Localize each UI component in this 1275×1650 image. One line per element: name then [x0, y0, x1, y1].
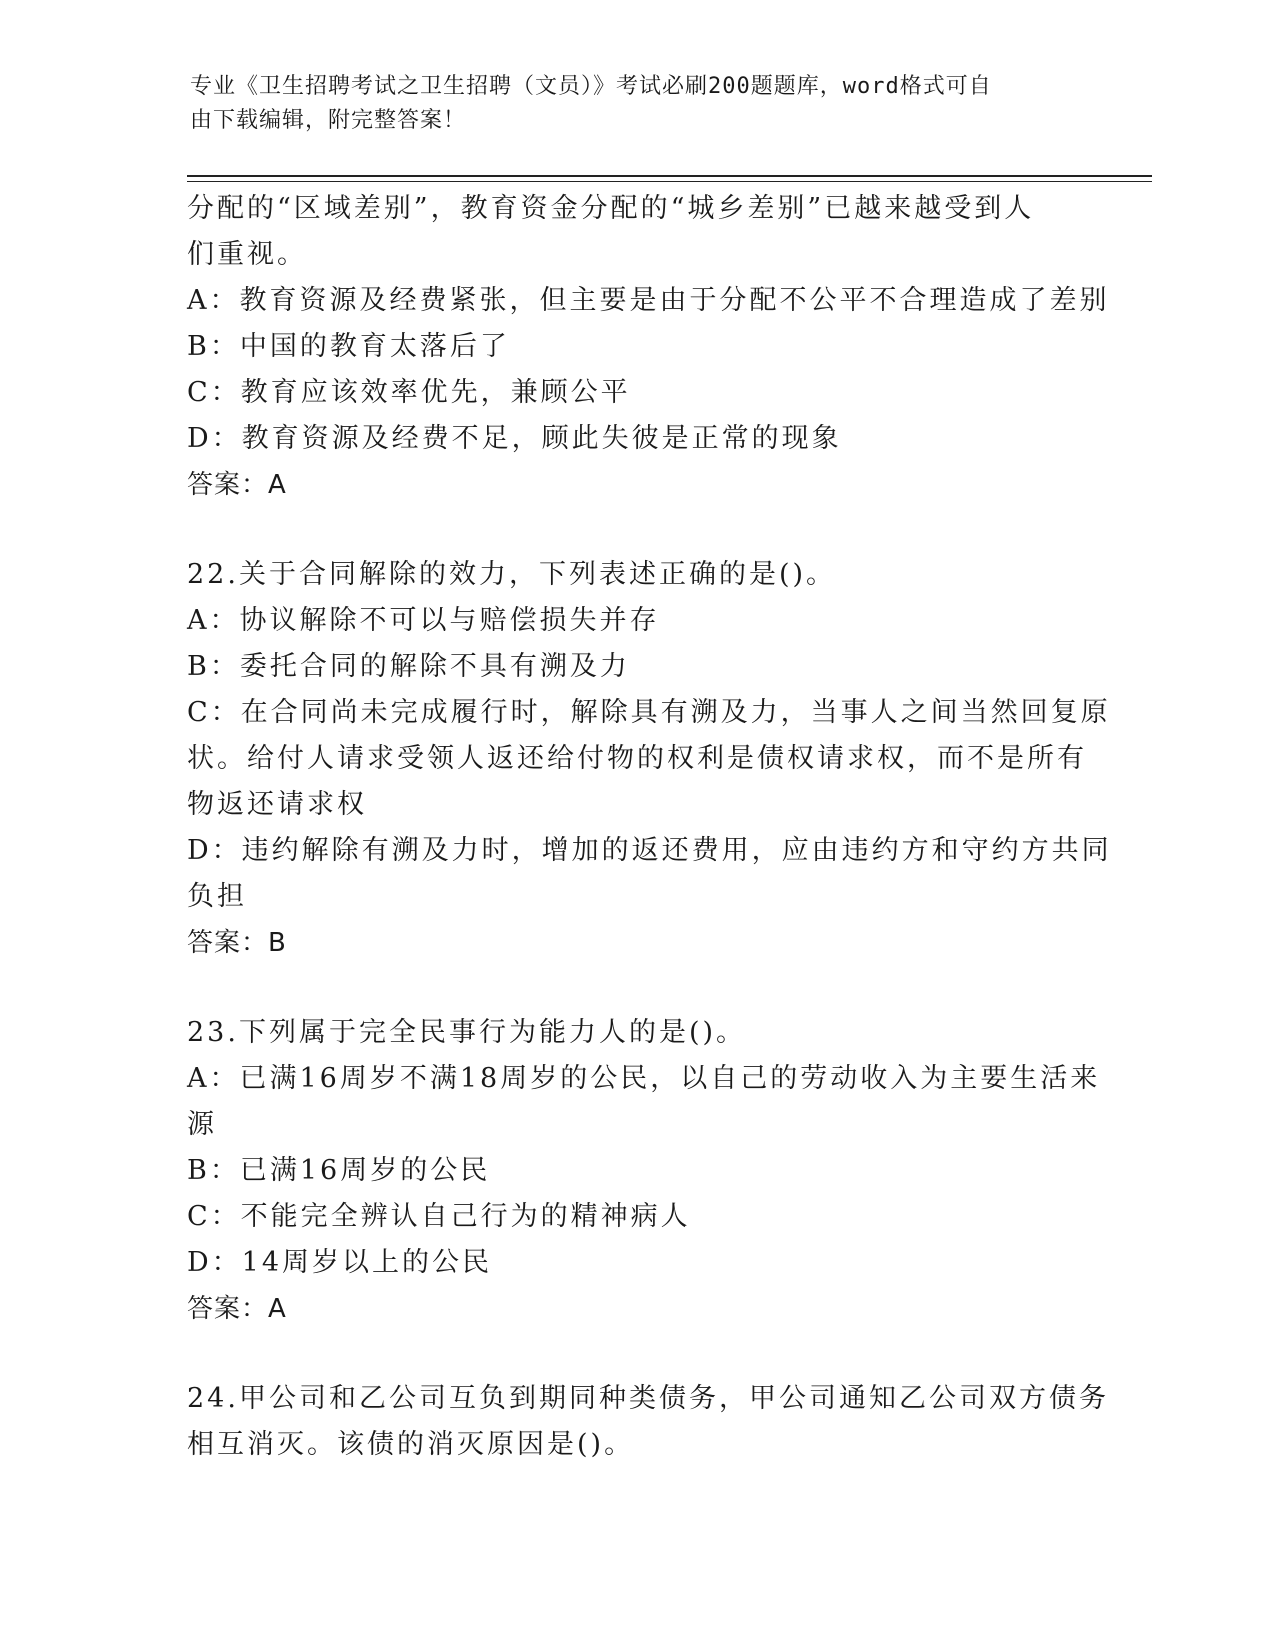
option-d: D：14周岁以上的公民 [187, 1247, 493, 1278]
header-line-1: 专业《卫生招聘考试之卫生招聘（文员）》考试必刷200题题库，word格式可自 [190, 74, 992, 99]
option-c: C：在合同尚未完成履行时，解除具有溯及力，当事人之间当然回复原 [187, 697, 1111, 728]
spacer [187, 508, 1087, 552]
header-rule-thick [187, 175, 1152, 177]
document-body [187, 186, 1112, 1468]
question-stem: 24.甲公司和乙公司互负到期同种类债务，甲公司通知乙公司双方债务 [187, 1383, 1109, 1414]
question-22 [187, 552, 1112, 966]
answer-line: 答案：B [187, 928, 287, 958]
option-d-continued: 负担 [187, 881, 247, 912]
answer-line: 答案：A [187, 1294, 287, 1324]
header-line-2: 由下载编辑，附完整答案！ [190, 108, 467, 133]
question-21-continued [187, 186, 1110, 508]
option-a-continued: 源 [187, 1109, 217, 1140]
option-a: A：协议解除不可以与赔偿损失并存 [187, 605, 660, 636]
option-a: A：教育资源及经费紧张，但主要是由于分配不公平不合理造成了差别 [187, 285, 1110, 316]
question-stem: 23.下列属于完全民事行为能力人的是()。 [187, 1017, 747, 1048]
header-rule-thin [187, 181, 1152, 182]
option-c-continued: 物返还请求权 [187, 789, 367, 820]
option-c-continued: 状。给付人请求受领人返还给付物的权利是债权请求权，而不是所有 [187, 743, 1087, 774]
option-b: B：中国的教育太落后了 [187, 331, 510, 362]
option-d: D：违约解除有溯及力时，增加的返还费用，应由违约方和守约方共同 [187, 835, 1112, 866]
question-stem-line: 分配的“区域差别”，教育资金分配的“城乡差别”已越来越受到人 [187, 193, 1035, 224]
question-23 [187, 1010, 1101, 1332]
document-header [190, 70, 1090, 138]
option-b: B：已满16周岁的公民 [187, 1155, 491, 1186]
spacer [187, 966, 1087, 1010]
question-stem-line: 们重视。 [187, 239, 307, 270]
question-stem-continued: 相互消灭。该债的消灭原因是()。 [187, 1429, 635, 1460]
option-c: C：教育应该效率优先，兼顾公平 [187, 377, 631, 408]
option-d: D：教育资源及经费不足，顾此失彼是正常的现象 [187, 423, 842, 454]
option-a: A：已满16周岁不满18周岁的公民，以自己的劳动收入为主要生活来 [187, 1063, 1101, 1094]
option-c: C：不能完全辨认自己行为的精神病人 [187, 1201, 691, 1232]
answer-line: 答案：A [187, 470, 287, 500]
question-24 [187, 1376, 1109, 1468]
option-b: B：委托合同的解除不具有溯及力 [187, 651, 630, 682]
spacer [187, 1332, 1087, 1376]
question-stem: 22.关于合同解除的效力，下列表述正确的是()。 [187, 559, 837, 590]
